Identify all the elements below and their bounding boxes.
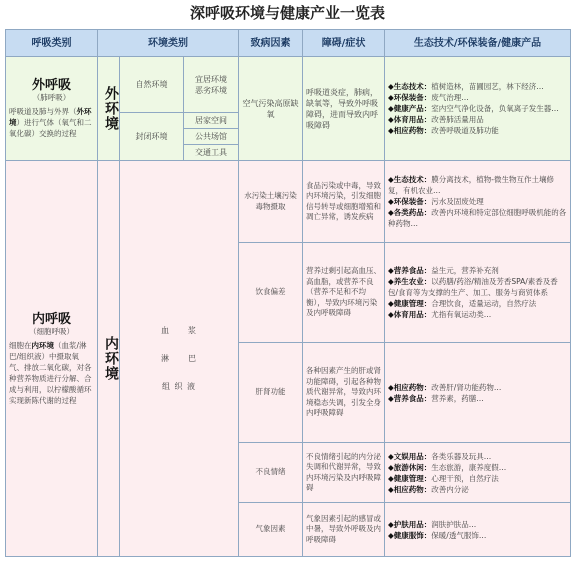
product-line bbox=[388, 451, 567, 462]
inner-products-list-4 bbox=[388, 519, 567, 541]
bullet-icon: ◆ bbox=[388, 208, 394, 217]
inner-sub: （细胞呼吸） bbox=[29, 326, 74, 336]
inner-fluids-cell bbox=[120, 161, 239, 557]
inner-products-2 bbox=[385, 343, 571, 443]
industry-table bbox=[5, 29, 571, 557]
bullet-icon: ◆ bbox=[388, 530, 394, 540]
fluid-lymph: 淋 巴 bbox=[161, 353, 197, 363]
page-title: 深呼吸环境与健康产业一览表 bbox=[189, 4, 385, 22]
bullet-icon: ◆ bbox=[388, 310, 394, 319]
outer-products-list bbox=[388, 81, 567, 136]
inner-cause-1: 饮食偏差 bbox=[239, 243, 303, 343]
outer-env-label-cell bbox=[98, 57, 120, 161]
closed-sub-home: 居家空间 bbox=[184, 113, 239, 129]
bullet-icon: ◆ bbox=[388, 462, 394, 472]
product-text: 改善内环境和特定部位细胞呼吸机能的各种药物… bbox=[388, 208, 567, 228]
bullet-icon: ◆ bbox=[388, 126, 394, 135]
product-text: 膜分离技术，植物-微生物互作土壤修复，有机农业… bbox=[388, 175, 555, 195]
product-text: 营养素，药膳… bbox=[431, 393, 484, 403]
bullet-icon: ◆ bbox=[388, 82, 394, 91]
outer-category-cell bbox=[6, 57, 98, 161]
product-line bbox=[388, 298, 567, 309]
product-line bbox=[388, 92, 567, 103]
product-text: 改善内分泌 bbox=[431, 484, 469, 494]
bullet-icon: ◆ bbox=[388, 175, 394, 184]
product-key: 健康服饰： bbox=[393, 530, 432, 540]
product-line bbox=[388, 265, 567, 276]
product-key: 相应药物： bbox=[393, 484, 432, 494]
product-key: 营养食品： bbox=[393, 393, 432, 403]
inner-title: 内呼吸 bbox=[31, 311, 71, 327]
product-key: 生态技术： bbox=[393, 175, 432, 184]
outer-products bbox=[385, 57, 571, 161]
inner-env-label: 内环境 bbox=[103, 336, 119, 381]
inner-products-list-1 bbox=[388, 265, 567, 320]
bullet-icon: ◆ bbox=[388, 451, 394, 461]
product-key: 体育用品： bbox=[393, 310, 432, 319]
product-line bbox=[388, 473, 567, 484]
product-text: 改善肝/肾功能药物… bbox=[431, 382, 502, 392]
product-key: 环保装备： bbox=[393, 93, 432, 102]
inner-row-0 bbox=[6, 161, 571, 243]
inner-products-0 bbox=[385, 161, 571, 243]
bullet-icon: ◆ bbox=[388, 197, 394, 206]
product-line bbox=[388, 103, 567, 114]
product-key: 健康管理： bbox=[393, 473, 432, 483]
outer-title: 外呼吸 bbox=[31, 78, 71, 93]
header-products: 生态技术/环保装备/健康产品 bbox=[385, 30, 571, 57]
product-line bbox=[388, 114, 567, 125]
bullet-icon: ◆ bbox=[388, 519, 394, 529]
product-key: 营养食品： bbox=[393, 266, 432, 275]
inner-cause-3: 不良情绪 bbox=[239, 443, 303, 503]
bullet-icon: ◆ bbox=[388, 115, 394, 124]
product-line bbox=[388, 174, 567, 196]
product-key: 生态技术： bbox=[393, 82, 432, 91]
bullet-icon: ◆ bbox=[388, 382, 394, 392]
bullet-icon: ◆ bbox=[388, 277, 394, 286]
product-key: 文娱用品： bbox=[393, 451, 432, 461]
product-line bbox=[388, 519, 567, 530]
product-line bbox=[388, 196, 567, 207]
product-text: 以药膳/药浴/精油及芳香SPA/素香及香包/食育等为支撑的生产、加工、服务与商贸体系 bbox=[388, 277, 558, 297]
header-cause: 致病因素 bbox=[239, 30, 303, 57]
inner-category-cell bbox=[6, 161, 98, 557]
inner-desc: 细胞在内环境（血浆/淋巴/组织液）中摄取氧气、排放二氧化碳，对各种营养物质进行分解、合成与利用，以柠檬酸循环实现新陈代谢的过程 bbox=[9, 340, 92, 405]
product-key: 健康管理： bbox=[393, 299, 432, 308]
product-text: 生态旅游，康养度假… bbox=[431, 462, 507, 472]
fluid-tissue: 组 织 液 bbox=[161, 381, 197, 391]
header-breath-type: 呼吸类别 bbox=[6, 30, 98, 57]
bullet-icon: ◆ bbox=[388, 93, 394, 102]
product-line bbox=[388, 382, 567, 393]
inner-env-label-cell bbox=[98, 161, 120, 557]
natural-sub: 宜居环境 恶劣环境 bbox=[184, 57, 239, 113]
fluid-plasma: 血 浆 bbox=[161, 325, 197, 335]
outer-sub: （肺呼吸） bbox=[32, 93, 71, 102]
product-text: 润肤护肤品… bbox=[431, 519, 477, 529]
closed-env: 封闭环境 bbox=[120, 113, 184, 161]
inner-products-list-3 bbox=[388, 451, 567, 495]
bullet-icon: ◆ bbox=[388, 393, 394, 403]
product-line bbox=[388, 484, 567, 495]
inner-products-4 bbox=[385, 503, 571, 557]
product-key: 护肤用品： bbox=[393, 519, 432, 529]
inner-products-1 bbox=[385, 243, 571, 343]
outer-row-natural bbox=[6, 57, 571, 113]
inner-products-3 bbox=[385, 443, 571, 503]
product-text: 合理饮食，适量运动，自然疗法 bbox=[431, 299, 537, 308]
product-key: 养生农业： bbox=[393, 277, 432, 286]
inner-cause-4: 气象因素 bbox=[239, 503, 303, 557]
header-symptom: 障碍/症状 bbox=[303, 30, 385, 57]
outer-symptom: 呼吸道炎症，肺病，缺氧等，导致外呼吸障碍，进而导致内呼吸障碍 bbox=[303, 57, 385, 161]
product-line bbox=[388, 276, 567, 298]
product-key: 环保装备： bbox=[393, 197, 432, 206]
product-text: 心理干预，自然疗法 bbox=[431, 473, 499, 483]
product-text: 污水及固废处理 bbox=[431, 197, 484, 206]
closed-sub-public: 公共场馆 bbox=[184, 129, 239, 145]
product-text: 废气治理… bbox=[431, 93, 469, 102]
product-text: 益生元，营养补充剂 bbox=[431, 266, 499, 275]
product-line bbox=[388, 207, 567, 229]
product-key: 健康产品： bbox=[393, 104, 432, 113]
header-env-type: 环境类别 bbox=[98, 30, 239, 57]
inner-products-list-0 bbox=[388, 174, 567, 229]
bullet-icon: ◆ bbox=[388, 473, 394, 483]
product-key: 相应药物： bbox=[393, 382, 432, 392]
outer-env-label: 外环境 bbox=[103, 86, 119, 131]
product-text: 改善呼吸道及肺功能 bbox=[431, 126, 499, 135]
inner-symptom-2: 各种因素产生的肝或肾功能障碍，引起各种物质代谢异常，导致内环境稳态失调，引发全身内呼吸障碍 bbox=[303, 343, 385, 443]
outer-cause: 空气污染高原缺氧 bbox=[239, 57, 303, 161]
product-text: 室内空气净化设备，负氧离子发生器… bbox=[431, 104, 559, 113]
product-text: 改善肺活量用品 bbox=[431, 115, 484, 124]
product-text: 保暖/透气服饰… bbox=[431, 530, 487, 540]
outer-desc: 呼吸道及肺与外界（外环境）进行气体（氧气和二氧化碳）交换的过程 bbox=[9, 107, 92, 138]
bullet-icon: ◆ bbox=[388, 266, 394, 275]
product-key: 旅游休闲： bbox=[393, 462, 432, 472]
product-line bbox=[388, 125, 567, 136]
bullet-icon: ◆ bbox=[388, 104, 394, 113]
inner-symptom-4: 气象因素引起的感冒或中暑，导致外呼吸及内呼吸障碍 bbox=[303, 503, 385, 557]
product-key: 各类药品： bbox=[393, 208, 432, 217]
inner-symptom-1: 营养过剩引起高血压、高血脂，或营养不良（营养不足和不均衡），导致内环境污染及内呼吸障碍 bbox=[303, 243, 385, 343]
product-line bbox=[388, 462, 567, 473]
product-text: 各类乐器及玩具… bbox=[431, 451, 492, 461]
product-key: 体育用品： bbox=[393, 115, 432, 124]
product-line bbox=[388, 309, 567, 320]
inner-cause-0: 水污染土壤污染毒物摄取 bbox=[239, 161, 303, 243]
closed-sub-transport: 交通工具 bbox=[184, 145, 239, 161]
product-line bbox=[388, 81, 567, 92]
bullet-icon: ◆ bbox=[388, 299, 394, 308]
header-row bbox=[6, 30, 571, 57]
product-line bbox=[388, 530, 567, 541]
inner-symptom-0: 食品污染或中毒，导致内环境污染，引发细胞信号转导或细胞增殖和凋亡异常，诱发疾病 bbox=[303, 161, 385, 243]
bullet-icon: ◆ bbox=[388, 484, 394, 494]
product-text: 植树造林，苗圃园艺，林下经济… bbox=[431, 82, 544, 91]
inner-symptom-3: 不良情绪引起的内分泌失调和代谢异常，导致内环境污染及内呼吸障碍 bbox=[303, 443, 385, 503]
product-text: 尤指有氧运动类… bbox=[431, 310, 492, 319]
inner-cause-2: 肝肾功能 bbox=[239, 343, 303, 443]
natural-env: 自然环境 bbox=[120, 57, 184, 113]
product-key: 相应药物： bbox=[393, 126, 432, 135]
inner-products-list-2 bbox=[388, 382, 567, 404]
product-line bbox=[388, 393, 567, 404]
